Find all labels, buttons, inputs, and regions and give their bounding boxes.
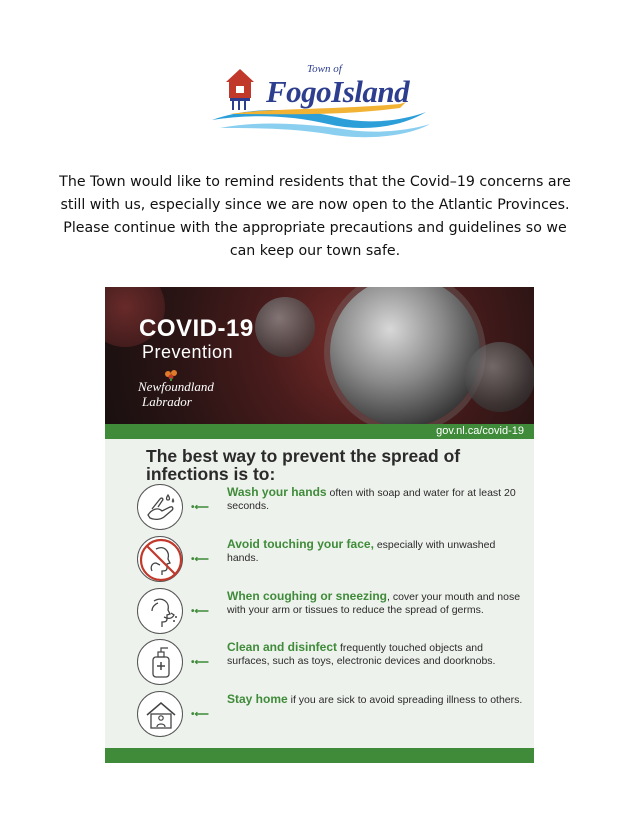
virus-image-small <box>255 297 315 357</box>
list-item <box>137 639 527 685</box>
list-item <box>137 484 527 530</box>
item-text <box>227 538 527 564</box>
arrow-icon: •⟵ <box>191 657 209 668</box>
fogo-island-logo <box>210 62 440 144</box>
sanitizer-bottle-icon <box>137 639 183 685</box>
gov-line-2: Labrador <box>142 394 192 409</box>
virus-image-back <box>465 342 534 412</box>
item-text <box>227 486 527 512</box>
intro-paragraph: The Town would like to remind residents that the Covid–19 concerns are still with us, especially since we are now open to the Atlantic Provinces. Please continue with the appropriate precautions and guidelines so we can keep our town safe. <box>59 174 571 260</box>
item-description: often with soap and water for at least 20 seconds. <box>227 487 516 512</box>
poster-subtitle: Prevention <box>142 342 234 362</box>
item-description: especially with unwashed hands. <box>227 539 496 564</box>
item-highlight: Wash your hands <box>227 485 327 499</box>
arrow-icon: •⟵ <box>191 606 209 617</box>
item-text <box>227 590 527 616</box>
gov-line-1: Newfoundland <box>138 379 214 394</box>
poster-footer-bar <box>105 748 534 763</box>
arrow-icon: •⟵ <box>191 502 209 513</box>
poster-title: COVID-19 <box>139 315 254 342</box>
virus-image <box>330 287 480 424</box>
list-item <box>137 691 527 737</box>
poster-url: gov.nl.ca/covid-19 <box>436 425 524 437</box>
logo-town-label: Town of <box>307 63 342 75</box>
item-description: if you are sick to avoid spreading illness to others. <box>287 694 523 706</box>
cough-icon <box>137 588 183 634</box>
stay-home-icon <box>137 691 183 737</box>
poster-heading: The best way to prevent the spread of infections is to: <box>146 446 461 484</box>
logo-town-name: FogoIsland <box>266 74 410 109</box>
list-item <box>137 588 527 634</box>
item-description: frequently touched objects and surfaces, such as toys, electronic devices and doorknobs. <box>227 642 496 667</box>
item-text <box>227 693 527 707</box>
poster-hero <box>105 287 534 424</box>
arrow-icon: •⟵ <box>191 554 209 565</box>
covid-prevention-poster <box>105 287 534 763</box>
item-highlight: When coughing or sneezing <box>227 589 387 603</box>
item-description: , cover your mouth and nose with your arm or tissues to reduce the spread of germs. <box>227 591 521 616</box>
arrow-icon: •⟵ <box>191 709 209 720</box>
hand-washing-icon <box>137 484 183 530</box>
no-face-touching-icon <box>137 536 183 582</box>
item-highlight: Stay home <box>227 692 288 706</box>
list-item <box>137 536 527 582</box>
url-bar <box>105 424 534 439</box>
item-highlight: Avoid touching your face, <box>227 537 374 551</box>
item-text <box>227 641 527 667</box>
item-highlight: Clean and disinfect <box>227 640 338 654</box>
